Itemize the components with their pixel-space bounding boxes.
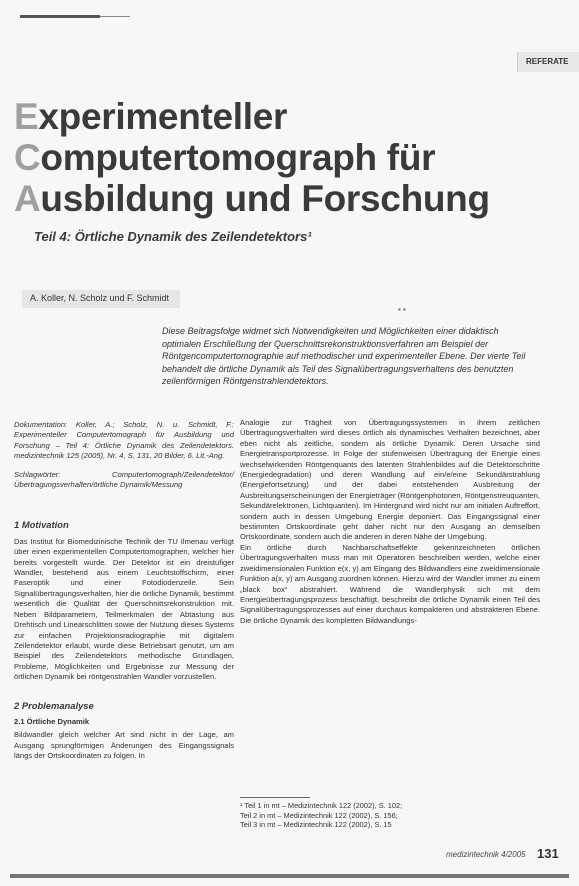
paragraph-right-2: Ein örtliche durch Nachbarschaftseffekte gekennzeichneten örtlichen Übertragungsverhalten muss man mit Operatoren beschreiben werden, welche einer zweidimensionalen Funktion e(x, y) am Eingang des Bildwandlers eine zweidimensionale Funktion a(x, y) am Ausgang zuordnen können. Hierzu wird der Wandler immer zu einem „black box“ abstrahiert. Während die Wandlerphysik sich mit dem Energieübertragungsprozess beschäftigt, beschreibt die örtliche Dynamik einen Teil des Signalübertragungsprozesses auf einer durchaus kompakteren und abstrakteren Ebene. Die örtliche Dynamik des kompletten Bildwandlungs- [240, 542, 540, 625]
paragraph-problem: Bildwandler gleich welcher Art sind nicht in der Lage, am Ausgang sprungförmigen Änderungen des Eingangssignals längs der Ortskoordinaten zu folgen. In [14, 730, 234, 761]
article-title [14, 96, 554, 219]
section-tag: REFERATE [517, 52, 579, 72]
top-rule-dash [100, 16, 130, 17]
heading-oertliche-dynamik: 2.1 Örtliche Dynamik [14, 716, 90, 726]
paragraph-motivation: Das Institut für Biomedizinische Technik der TU Ilmenau verfügt über einen experimentellen Computertomographen, welcher hier bereits vorgestellt wurde. Der Detektor ist ein dreistufiger Wandler, bestehend aus einem Leuchtstoffschirm, einer Faseroptik und einer Fotodiodenzeile. Sein Signalübertragungsverhalten, hier die örtliche Dynamik, bestimmt wesentlich die Qualität der Querschnittsrekonstruktion mit. Neben Bildparametern, Teilmerkmalen der Abtastung aus Drehtisch und Linearschlitten sowie der Nutzung dieses Systems zur einfachen Projektionsradiographie mit digitalem Zeilendetektor erlaubt, wurde diese Betriebsart genutzt, um am Beispiel des Zeilendetektors methodische Grundlagen, Probleme, Möglichkeiten und Ergebnisse zur Messung der örtlichen Dynamik bei röntgenstrahlen Wandler vorzustellen. [14, 536, 234, 682]
left-column [14, 420, 234, 762]
abstract: Diese Beitragsfolge widmet sich Notwendigkeiten und Möglichkeiten einer didaktisch optimalen Erschließung der Querschnittsrekonstruktionsverfahren am Beispiel der Röntgencomputertomographie auf methodischer und experimenteller Ebene. Der vierte Teil behandelt die örtliche Dynamik als Teil des Signalübertragungsverhaltens des benutzten zeilenförmigen Röntgenstrahlendetektors. [162, 326, 526, 387]
footnote-2: Teil 2 in mt – Medizintechnik 122 (2002), S. 156; [240, 810, 398, 820]
top-rule [20, 15, 100, 18]
page-number: 131 [537, 846, 559, 861]
ornament-marks: ▪ ▪ [398, 305, 406, 314]
footnote-rule [240, 797, 310, 798]
keywords: Schlagwörter: Computertomograph/Zeilendetektor/Übertragungsverhalten/örtliche Dynamik/Messung [14, 469, 234, 490]
documentation-note: Dokumentation: Koller, A.; Scholz, N. u. Schmidt, F.: Experimenteller Computertomograph für Ausbildung und Forschung – Teil 4: Örtliche Dynamik des Zeilendetektors. medizintechnik 125 (2005), Nr. 4, S. 131, 20 Bilder, 6. Lit.-Ang. [14, 420, 234, 461]
authors: A. Koller, N. Scholz und F. Schmidt [30, 293, 170, 303]
footnote-1: ¹ Teil 1 in mt – Medizintechnik 122 (2002), S. 102; [240, 801, 403, 810]
title-line-1: Experimenteller [14, 96, 288, 137]
heading-problemanalyse: 2 Problemanalyse [14, 699, 94, 711]
journal-name: medizintechnik 4/2005 [446, 850, 526, 859]
paragraph-right-1: Analogie zur Trägheit von Übertragungssystemen in ihrem zeitlichen Übertragungsverhalten wird dieses örtlich als dynamisches Verhalten bezeichnet, aber eben nicht als zeitliche, sondern als örtliche Dynamik. Deren Ursache sind Energietransportprozesse. In Folge der stufenweisen Übertragung der Energie eines wechselwirkenden Röntgenquants des latenten Strahlenbildes auf die Detektorschritte (Energiedegradation) und deren Wandlung auf ein/e/eine Sekundärstrahlung (Energiefortsetzung) und der dabei entstehenden Ausbreitung der Ausbreitungserscheinungen der Energieträger (Röntgenphotonen, Röntgenstreuquanten, Sekundärelektronen, Lichtquanten). Im Hintergrund wird nicht nur am initialen Auftreffort, sondern auch in dessen Umgebung Energie deponiert. Das Eingangssignal einer bestimmten Ortskoordinate geht daher nicht nur den Ausgang an demselben Ortskoordinate, sondern auch die anderen in deren Nähe der Umgebung. [240, 418, 540, 542]
footnote-3: Teil 3 in mt – Medizintechnik 122 (2002), S. 15 [240, 820, 392, 830]
heading-motivation: 1 Motivation [14, 519, 69, 531]
title-line-2: Computertomograph für [14, 137, 436, 178]
right-column [240, 418, 540, 626]
article-subtitle: Teil 4: Örtliche Dynamik des Zeilendetektors¹ [34, 229, 312, 244]
title-line-3: Ausbildung und Forschung [14, 178, 490, 219]
bottom-rule [10, 874, 569, 878]
footnotes [240, 801, 540, 830]
